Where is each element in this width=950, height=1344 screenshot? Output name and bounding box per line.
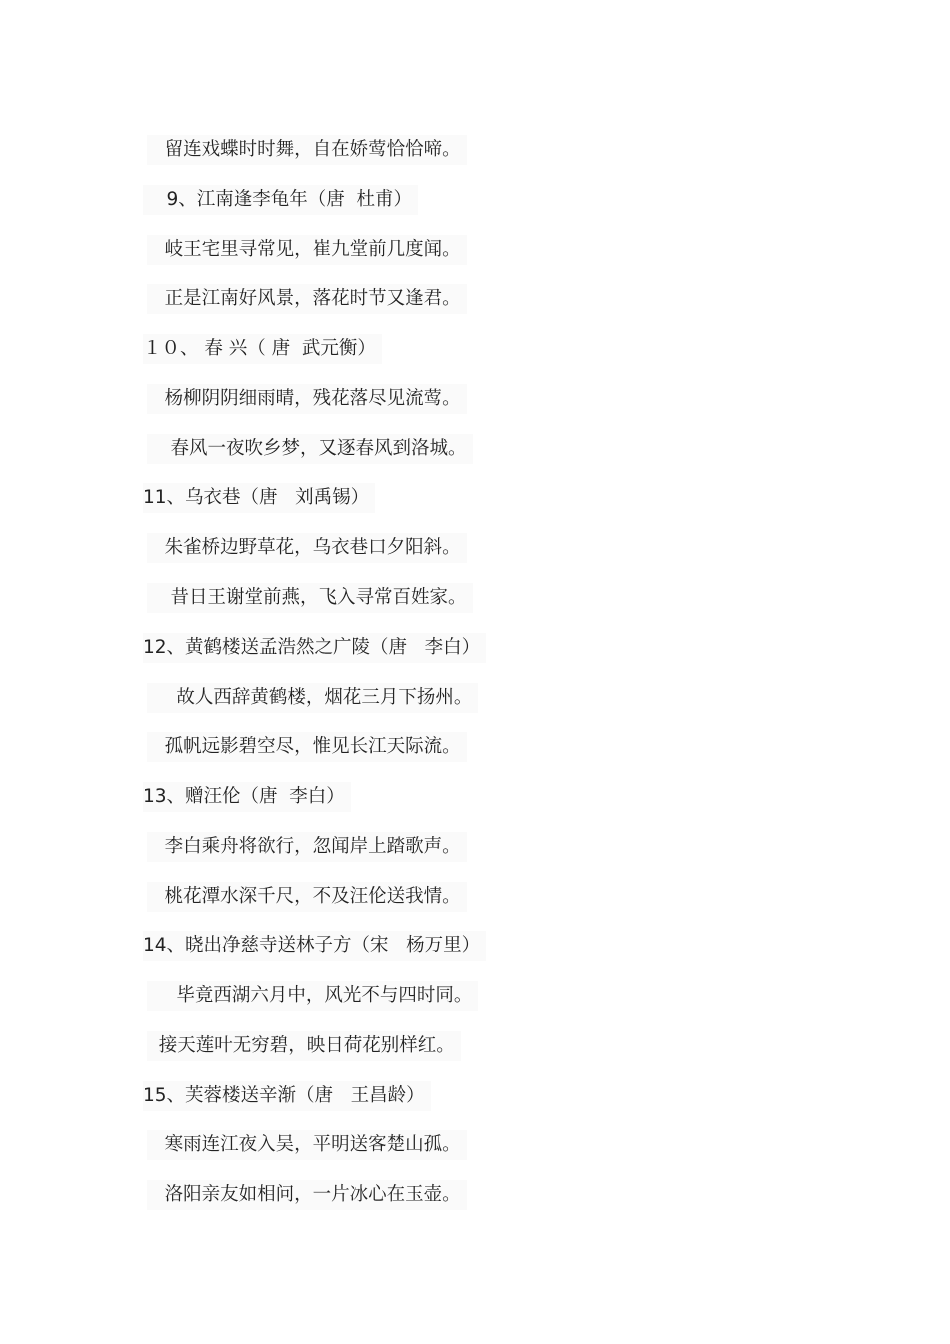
poem-title-line: 11、乌衣巷（唐 刘禹锡） (143, 483, 375, 513)
poem-title-line: 13、赠汪伦（唐 李白） (143, 782, 351, 812)
poem-verse-line: 寒雨连江夜入吴，平明送客楚山孤。 (147, 1130, 467, 1160)
poem-title-line: 9、江南逢李龟年（唐 杜甫） (143, 185, 418, 215)
poem-verse-line: 昔日王谢堂前燕，飞入寻常百姓家。 (147, 583, 473, 613)
poem-title-line: 14、晓出净慈寺送林子方（宋 杨万里） (143, 931, 486, 961)
poem-title-line: 12、黄鹤楼送孟浩然之广陵（唐 李白） (143, 633, 486, 663)
poem-verse-line: 洛阳亲友如相问，一片冰心在玉壶。 (147, 1180, 467, 1210)
poem-verse-line: 桃花潭水深千尺，不及汪伦送我情。 (147, 882, 467, 912)
poem-verse-line: 朱雀桥边野草花，乌衣巷口夕阳斜。 (147, 533, 467, 563)
poem-verse-line: 正是江南好风景，落花时节又逢君。 (147, 284, 467, 314)
poem-title-line: １０、 春 兴（ 唐 武元衡） (143, 334, 382, 364)
poem-verse-line: 接天莲叶无穷碧，映日荷花别样红。 (147, 1031, 461, 1061)
poem-verse-line: 留连戏蝶时时舞，自在娇莺恰恰啼。 (147, 135, 467, 165)
poem-verse-line: 孤帆远影碧空尽，惟见长江天际流。 (147, 732, 467, 762)
poem-verse-line: 毕竟西湖六月中，风光不与四时同。 (147, 981, 478, 1011)
poem-title-line: 15、芙蓉楼送辛渐（唐 王昌龄） (143, 1081, 431, 1111)
poem-verse-line: 岐王宅里寻常见，崔九堂前几度闻。 (147, 235, 467, 265)
poem-verse-line: 故人西辞黄鹤楼，烟花三月下扬州。 (147, 683, 478, 713)
poem-verse-line: 李白乘舟将欲行，忽闻岸上踏歌声。 (147, 832, 467, 862)
poem-verse-line: 杨柳阴阴细雨晴，残花落尽见流莺。 (147, 384, 467, 414)
poem-verse-line: 春风一夜吹乡梦，又逐春风到洛城。 (147, 434, 473, 464)
